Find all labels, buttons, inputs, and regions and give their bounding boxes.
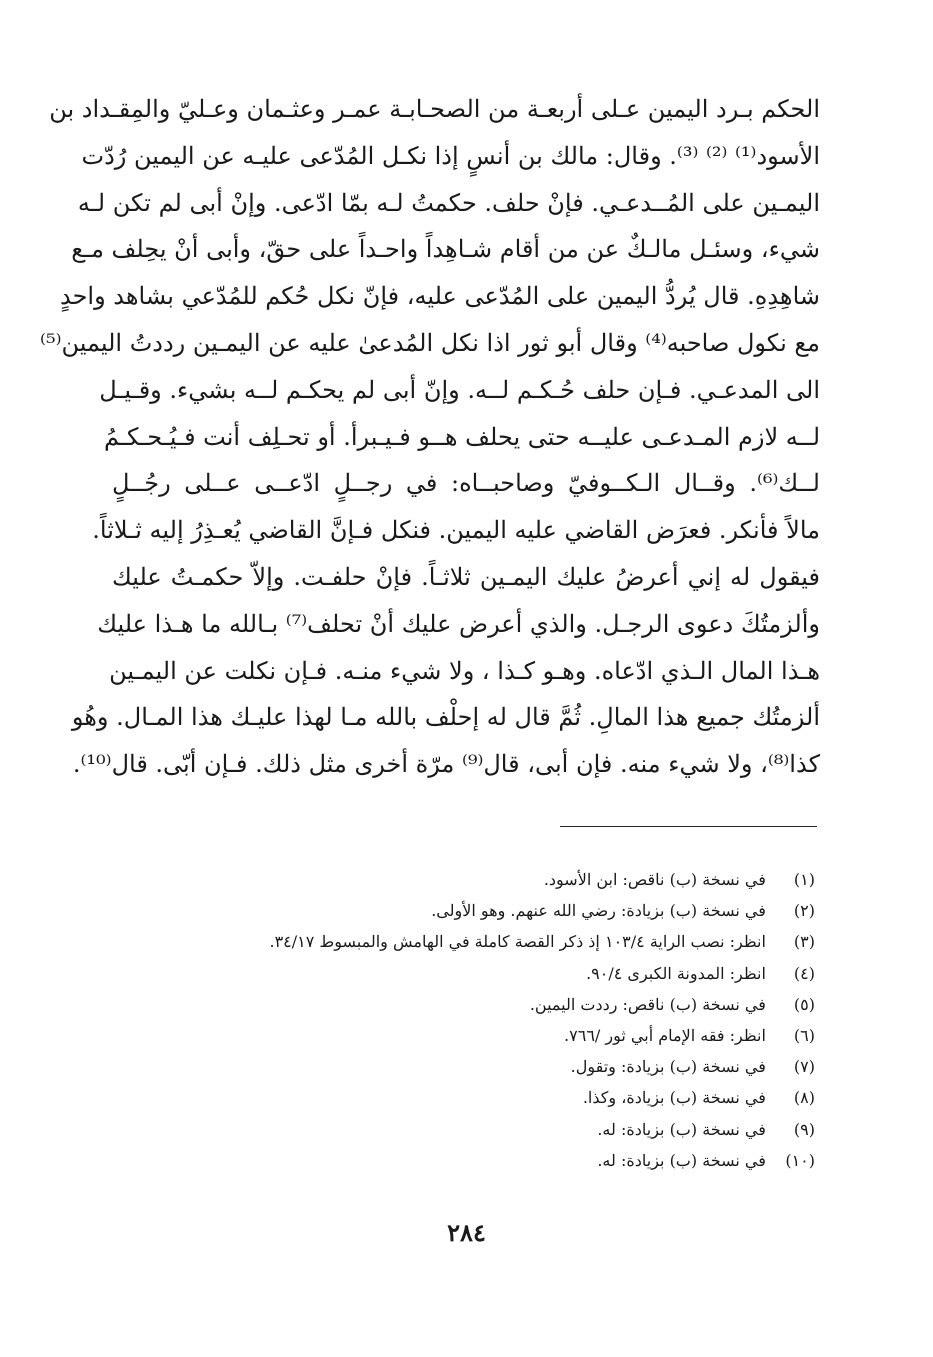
text-line: مالاً فأنكر. فعرَض القاضي عليه اليمين. فنكل فـإنَّ القاضي يُعـذِرُ إليه ثـلاثاً. — [92, 516, 820, 545]
footnote-number: (٨) — [793, 1088, 815, 1108]
footnote-number: (٣) — [793, 932, 815, 952]
footnote-text: انظر: المدونة الكبرى ٩٠/٤. — [586, 963, 766, 983]
footnote-text: في نسخة (ب) ناقص: رددت اليمين. — [529, 994, 766, 1014]
main-text — [40, 86, 820, 788]
footnote-number: (٩) — [793, 1119, 815, 1139]
footnote-number: (٦) — [793, 1026, 815, 1046]
footnote-item — [175, 1114, 815, 1145]
footnote-number: (٧) — [793, 1057, 815, 1077]
footnote-item — [175, 989, 815, 1020]
footnote-item — [175, 895, 815, 926]
footnote-item — [175, 1145, 815, 1176]
footnote-item — [175, 1051, 815, 1082]
text-line: كذا⁽⁸⁾، ولا شيء منه. فإن أبى، قال⁽⁹⁾ مرّة أخرى مثل ذلك. فـإن أبّى. قال⁽¹⁰⁾. — [72, 750, 820, 779]
footnote-number: (٤) — [793, 963, 815, 983]
footnote-text: في نسخة (ب) بزيادة: رضي الله عنهم. وهو الأولى. — [431, 901, 766, 921]
text-line: اليمـين على المُــدعـي. فإنْ حلف. حكمتُ لـه بمّا ادّعى. وإنْ أبى لم تكن لـه — [77, 188, 820, 217]
text-line: الى المدعـي. فـإن حلف حُـكـم لــه. وإنّ أبى لم يحكـم لــه بشيء. وقـيـل — [99, 375, 820, 404]
text-line: شيء، وسئـل مالـكٌ عن من أقام شـاهِداً واحـداً على حقّ، وأبى أنْ يحِلف مـع — [71, 235, 820, 264]
page-number: ٢٨٤ — [447, 1218, 486, 1247]
footnote-item — [175, 958, 815, 989]
footnote-text: في نسخة (ب) بزيادة: له. — [597, 1119, 766, 1139]
footnote-text: في نسخة (ب) بزيادة، وكذا. — [582, 1088, 766, 1108]
footnote-number: (٥) — [793, 994, 815, 1014]
footnote-text: انظر: نصب الراية ١٠٣/٤ إذ ذكر القصة كاملة في الهامش والمبسوط ٣٤/١٧. — [269, 932, 766, 952]
footnote-item — [175, 926, 815, 957]
footnote-text: في نسخة (ب) بزيادة: له. — [597, 1150, 766, 1170]
text-line: ألزمتُك جميع هذا المالِ. ثُمَّ قال له إحلْف بالله مـا لهذا عليـك هذا المـال. وهُو — [71, 703, 820, 732]
text-line: الأسود⁽¹⁾ ⁽²⁾ ⁽³⁾. وقال: مالك بن أنسٍ إذا نكـل المُدّعى عليـه عن اليمين رُدّت — [81, 141, 820, 170]
footnote-number: (١) — [793, 870, 815, 889]
text-line: لــه لازم المـدعـى عليــه حتى يحلف هــو فـيـبرأ. أو تحـلِف أنت فـيُـحـكـمُ — [103, 422, 820, 451]
footnote-item — [175, 864, 815, 895]
footnotes — [175, 864, 815, 1176]
footnote-number: (٢) — [793, 901, 815, 921]
text-line: لــك⁽⁶⁾. وقــال الـكــوفيّ وصاحبــاه: في رجــلٍ ادّعــى عــلى رجُــلٍ — [112, 469, 820, 498]
text-line: الحكم بـرد اليمين عـلى أربعـة من الصحـابـة عمـر وعثـمان وعـليّ والمِقـداد بن — [49, 95, 820, 123]
text-line: فيقول له إني أعرضُ عليك اليمـين ثلاثـاً. فإنْ حلفـت. وإلاّ حكمـتُ عليك — [112, 562, 820, 591]
text-line: هـذا المال الـذي ادّعاه. وهـو كـذا ، ولا شيء منـه. فـإن نكلت عن اليمـين — [109, 656, 820, 685]
footnote-text: انظر: فقه الإمام أبي ثور /٧٦٦. — [564, 1026, 766, 1046]
footnote-text: في نسخة (ب) بزيادة: وتقول. — [570, 1057, 766, 1077]
text-line: مع نكول صاحبه⁽⁴⁾ وقال أبو ثور اذا نكل المُدعىٰ عليه عن اليمـين رددتُ اليمين⁽⁵⁾ — [40, 328, 820, 357]
footnote-text: في نسخة (ب) ناقص: ابن الأسود. — [543, 870, 766, 889]
footnote-item — [175, 1020, 815, 1051]
footnote-number: (١٠) — [785, 1150, 815, 1170]
text-line: وألزمتُكَ دعوى الرجـل. والذي أعرض عليك أنْ تحلف⁽⁷⁾ بـالله ما هـذا عليك — [97, 609, 820, 638]
footnote-item — [175, 1082, 815, 1113]
footnote-separator — [560, 826, 817, 827]
text-line: شاهِدِهِ. قال يُردُّ اليمين على المُدّعى عليه، فإنّ نكل حُكم للمُدّعي بشاهد واحدٍ — [59, 282, 820, 311]
